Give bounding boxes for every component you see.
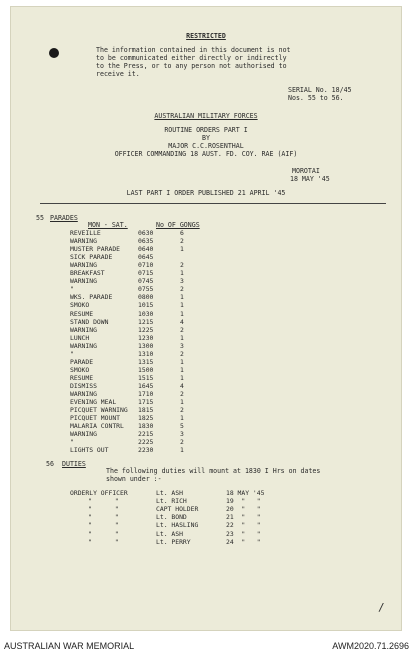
parade-name: BREAKFAST — [70, 269, 105, 278]
parade-name: DISMISS — [70, 381, 97, 390]
parade-name: WARNING — [70, 390, 97, 398]
parade-gongs: 3 — [180, 277, 184, 286]
order-numbers: Nos. 55 to 56. — [288, 94, 344, 102]
parade-gongs: 1 — [180, 245, 184, 254]
duty-type: " " — [88, 497, 119, 506]
duty-type: " " — [88, 537, 119, 546]
last-order-line: LAST PART I ORDER PUBLISHED 21 APRIL '45 — [126, 189, 286, 197]
parade-time: 0645 — [138, 253, 154, 262]
parade-time: 1030 — [138, 309, 154, 318]
parade-name: SMOKO — [70, 301, 90, 310]
parade-name: STAND DOWN — [70, 317, 109, 326]
parade-name: WARNING — [70, 277, 97, 286]
command-line: OFFICER COMMANDING 18 AUST. FD. COY. RAE (AIF) — [114, 150, 298, 158]
duty-date: 19 " " — [226, 497, 261, 506]
parade-gongs: 1 — [180, 373, 184, 382]
parade-name: LIGHTS OUT — [70, 446, 109, 455]
footer — [0, 638, 413, 653]
parade-gongs: 2 — [180, 406, 184, 415]
parade-name: EVENING MEAL — [70, 398, 117, 407]
parade-time: 0630 — [138, 229, 154, 237]
footer-source: AUSTRALIAN WAR MEMORIAL — [4, 641, 135, 651]
parade-gongs: 1 — [180, 309, 184, 318]
duty-officer: Lt. PERRY — [156, 537, 191, 546]
duties-number: 56 — [46, 460, 54, 468]
parade-name: WKS. PARADE — [70, 293, 113, 302]
duty-officer: Lt. RICH — [156, 497, 187, 506]
parade-time: 1515 — [138, 373, 154, 382]
duty-date: 20 " " — [226, 505, 261, 514]
parade-time: 1815 — [138, 406, 154, 415]
parade-name: PICQUET MOUNT — [70, 414, 121, 423]
parade-gongs: 1 — [180, 414, 184, 423]
parade-time: 1310 — [138, 349, 154, 358]
parade-name: WARNING — [70, 430, 97, 439]
parade-gongs: 1 — [180, 333, 184, 342]
duty-date: 21 " " — [226, 513, 261, 522]
parade-gongs: 6 — [180, 229, 184, 237]
parade-time: 0745 — [138, 277, 154, 286]
parade-name: MUSTER PARADE — [70, 245, 121, 254]
duty-officer: Lt. ASH — [156, 489, 183, 497]
parade-time: 0800 — [138, 293, 154, 302]
duty-officer: Lt. BOND — [156, 513, 187, 522]
parade-gongs: 4 — [180, 317, 184, 326]
parades-col-day: MON - SAT. — [88, 221, 128, 229]
parade-time: 1645 — [138, 381, 154, 390]
punch-hole — [49, 48, 59, 58]
parade-name: " — [70, 438, 74, 447]
parade-name: WARNING — [70, 237, 97, 246]
classification-banner: RESTRICTED — [186, 32, 226, 40]
serial-number: SERIAL No. 18/45 — [288, 86, 352, 94]
parade-name: LUNCH — [70, 333, 90, 342]
parade-name: SMOKO — [70, 365, 90, 374]
parade-gongs: 4 — [180, 381, 184, 390]
org-title: AUSTRALIAN MILITARY FORCES — [154, 112, 258, 120]
parade-gongs: 1 — [180, 301, 184, 310]
parade-gongs: 2 — [180, 285, 184, 294]
duty-type: " " — [88, 529, 119, 538]
parade-time: 1300 — [138, 341, 154, 350]
parade-time: 1830 — [138, 422, 154, 431]
parade-name: " — [70, 349, 74, 358]
parade-name: PICQUET WARNING — [70, 406, 128, 415]
parade-time: 1230 — [138, 333, 154, 342]
parade-gongs: 2 — [180, 261, 184, 270]
duty-officer: Lt. ASH — [156, 529, 183, 538]
parade-gongs: 2 — [180, 237, 184, 246]
duty-date: 24 " " — [226, 537, 261, 546]
parade-name: WARNING — [70, 325, 97, 334]
parade-gongs: 1 — [180, 398, 184, 407]
parade-time: 1215 — [138, 317, 154, 326]
parade-gongs: 1 — [180, 269, 184, 278]
parade-time: 0635 — [138, 237, 154, 246]
footer-accession: AWM2020.71.2696 — [332, 641, 409, 651]
parade-time: 0755 — [138, 285, 154, 294]
parade-gongs: 2 — [180, 349, 184, 358]
parade-time: 2230 — [138, 446, 154, 455]
duty-type: " " — [88, 513, 119, 522]
parade-time: 1715 — [138, 398, 154, 407]
parade-gongs: 1 — [180, 357, 184, 366]
parade-gongs: 1 — [180, 365, 184, 374]
parade-time: 1315 — [138, 357, 154, 366]
document-page — [10, 6, 402, 631]
parade-time: 0640 — [138, 245, 154, 254]
parades-col-gongs: No OF GONGS — [156, 221, 200, 229]
divider — [40, 203, 386, 204]
notice-line-3: to the Press, or to any person not authorised to — [96, 62, 287, 70]
notice-line-2: to be communicated either directly or indirectly — [96, 54, 287, 62]
parade-name: WARNING — [70, 341, 97, 350]
parades-heading: PARADES — [50, 214, 78, 222]
parade-gongs: 2 — [180, 325, 184, 334]
place: MOROTAI — [292, 167, 320, 175]
parade-name: RESUME — [70, 309, 94, 318]
parade-name: " — [70, 285, 74, 294]
parade-name: SICK PARADE — [70, 253, 113, 262]
parade-name: MALARIA CONTRL — [70, 422, 124, 431]
duty-date: 22 " " — [226, 521, 261, 530]
parade-time: 0715 — [138, 269, 154, 278]
parades-number: 55 — [36, 214, 44, 222]
parade-name: WARNING — [70, 261, 97, 270]
parade-gongs: 2 — [180, 390, 184, 398]
parade-name: PARADE — [70, 357, 94, 366]
duty-officer: CAPT HOLDER — [156, 505, 199, 514]
parade-gongs: 3 — [180, 341, 184, 350]
duty-type: ORDERLY OFFICER — [70, 489, 128, 497]
parade-gongs: 3 — [180, 430, 184, 439]
parade-time: 1710 — [138, 390, 154, 398]
duties-heading: DUTIES — [62, 460, 86, 468]
parade-time: 2225 — [138, 438, 154, 447]
parade-gongs: 5 — [180, 422, 184, 431]
parade-name: RESUME — [70, 373, 94, 382]
parade-time: 1825 — [138, 414, 154, 423]
parade-time: 2215 — [138, 430, 154, 439]
parade-time: 0710 — [138, 261, 154, 270]
parade-time: 1500 — [138, 365, 154, 374]
duty-date: 23 " " — [226, 529, 261, 538]
duty-officer: Lt. HASLING — [156, 521, 199, 530]
orders-title: ROUTINE ORDERS PART I — [164, 126, 248, 134]
notice-line-4: receive it. — [96, 70, 140, 78]
notice-line-1: The information contained in this document is not — [96, 46, 291, 54]
parade-time: 1015 — [138, 301, 154, 310]
parade-name: REVEILLE — [70, 229, 101, 237]
duty-type: " " — [88, 505, 119, 514]
duties-intro-2: shown under :- — [106, 475, 162, 483]
by-line: BY — [202, 134, 210, 142]
parade-gongs: 1 — [180, 293, 184, 302]
parade-gongs: 1 — [180, 446, 184, 455]
duty-date: 18 MAY '45 — [226, 489, 265, 497]
officer-name: MAJOR C.C.ROSENTHAL — [168, 142, 244, 150]
order-date: 18 MAY '45 — [290, 175, 330, 183]
parade-gongs: 2 — [180, 438, 184, 447]
duties-intro-1: The following duties will mount at 1830 I Hrs on dates — [106, 467, 321, 475]
duty-type: " " — [88, 521, 119, 530]
page-mark: / — [378, 601, 385, 614]
parade-time: 1225 — [138, 325, 154, 334]
